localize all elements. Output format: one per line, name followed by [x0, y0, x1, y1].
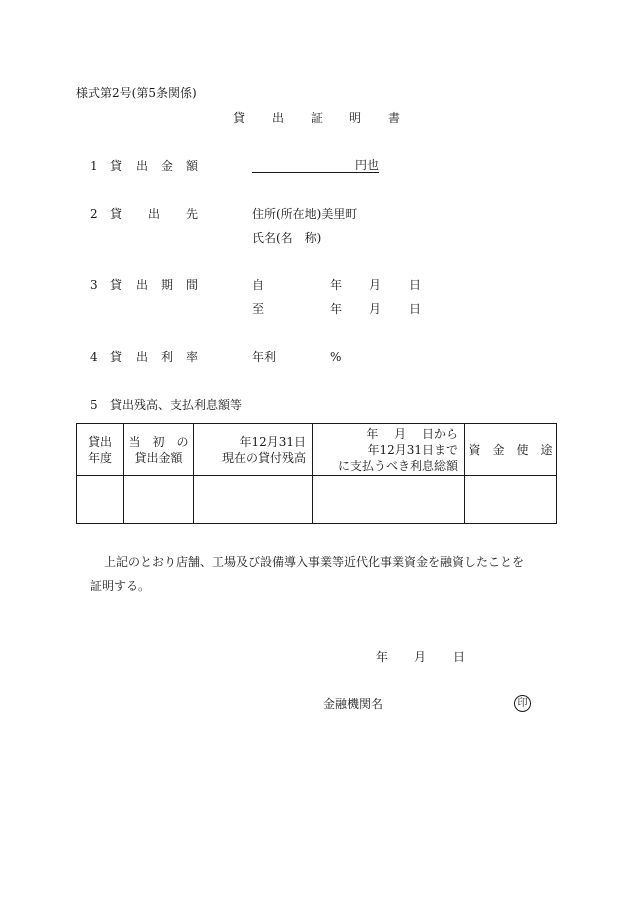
certification-text-line2: 証明する。: [90, 579, 151, 593]
item-label-char: 貸: [110, 278, 123, 292]
item-number: 4: [90, 350, 98, 364]
table-header-row: [77, 424, 557, 476]
item-label-char: 貸: [110, 350, 123, 364]
rate-unit: %: [330, 350, 342, 364]
rate-prefix: 年利: [252, 350, 277, 364]
item-label-char: 率: [186, 350, 199, 364]
header-cell-fiscal-year: 貸出 年度: [77, 424, 124, 476]
borrower-address: 住所(所在地)美里町: [252, 207, 358, 221]
institution-label: 金融機関名: [323, 697, 384, 711]
seal-mark: 印: [514, 695, 531, 712]
balance-table: [76, 423, 557, 524]
date-day: 日: [453, 650, 466, 664]
item-label-char: 利: [161, 350, 174, 364]
certification-text-line1: 上記のとおり店舗、工場及び設備導入事業等近代化事業資金を融資したことを: [104, 555, 525, 569]
item-label-char: 出: [148, 207, 161, 221]
title-char: 書: [388, 111, 401, 125]
period-to-month: 月: [369, 302, 382, 316]
item-label-char: 出: [136, 278, 149, 292]
item-number: 3: [90, 278, 98, 292]
item-label-char: 額: [186, 159, 199, 173]
date-year: 年: [376, 650, 389, 664]
item-label-char: 金: [161, 159, 174, 173]
item-label-char: 出: [136, 159, 149, 173]
title-char: 明: [349, 111, 362, 125]
table-row: [77, 476, 557, 524]
item-number: 1: [90, 159, 98, 173]
item-label-char: 期: [161, 278, 174, 292]
period-from-day: 日: [409, 278, 422, 292]
table-cell[interactable]: [465, 476, 557, 524]
period-to-year: 年: [330, 302, 343, 316]
table-cell[interactable]: [124, 476, 194, 524]
item-number: 2: [90, 207, 98, 221]
item-number: 5: [90, 398, 98, 412]
item-label-char: 貸: [110, 159, 123, 173]
header-cell-interest-total: 年 月 日から 年12月31日まで に支払うべき利息総額: [313, 424, 465, 476]
date-month: 月: [414, 650, 427, 664]
table-cell[interactable]: [77, 476, 124, 524]
item-label: 貸出残高、支払利息額等: [110, 398, 243, 412]
period-to-day: 日: [409, 302, 422, 316]
table-cell[interactable]: [194, 476, 313, 524]
period-to-mark: 至: [252, 302, 265, 316]
period-from-year: 年: [330, 278, 343, 292]
item-label-char: 先: [186, 207, 199, 221]
borrower-name: 氏名(名 称): [252, 231, 322, 245]
amount-suffix: 円也: [355, 158, 380, 172]
period-from-month: 月: [369, 278, 382, 292]
title-char: 貸: [233, 111, 246, 125]
title-char: 出: [272, 111, 285, 125]
table-cell[interactable]: [313, 476, 465, 524]
period-from-mark: 自: [252, 278, 265, 292]
item-label-char: 間: [186, 278, 199, 292]
header-cell-balance: 年12月31日 現在の貸付残高: [194, 424, 313, 476]
item-label-char: 出: [136, 350, 149, 364]
item-label-char: 貸: [110, 207, 123, 221]
header-cell-initial-amount: 当 初 の 貸出金額: [124, 424, 194, 476]
header-cell-fund-use: 資 金 使 途: [465, 424, 557, 476]
form-label: 様式第2号(第5条関係): [76, 86, 197, 100]
title-char: 証: [311, 111, 324, 125]
